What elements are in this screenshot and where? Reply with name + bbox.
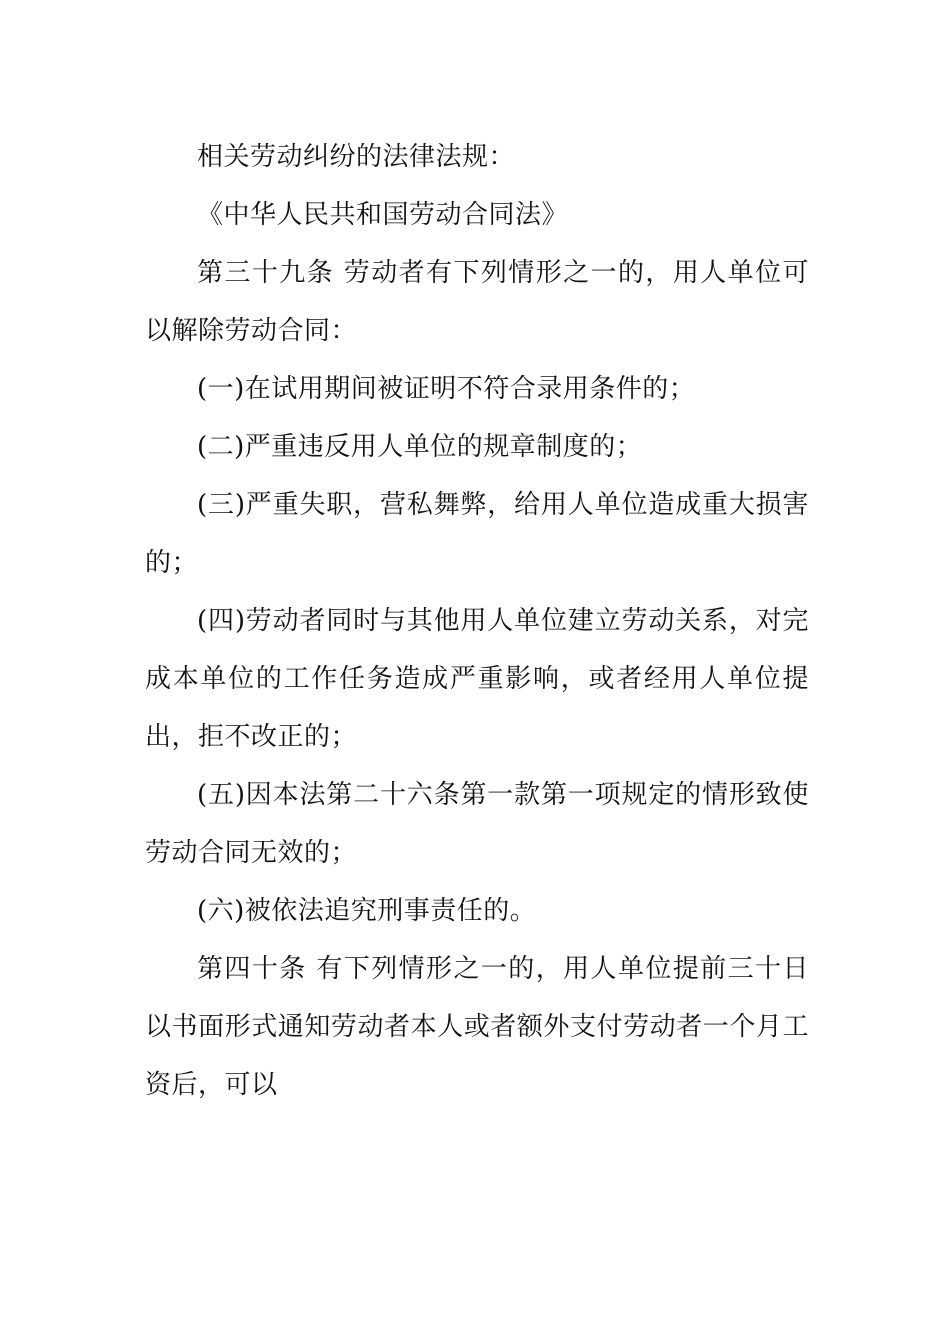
heading-related-laws: 相关劳动纠纷的法律法规： — [197, 142, 516, 172]
article-39-item-5: (五)因本法第二十六条第一款第一项规定的情形致使劳动合同无效的； — [145, 780, 809, 868]
article-40: 第四十条 有下列情形之一的，用人单位提前三十日以书面形式通知劳动者本人或者额外支付劳动者一个月工资后，可以 — [145, 954, 809, 1100]
article-39-item-4: (四)劳动者同时与其他用人单位建立劳动关系，对完成本单位的工作任务造成严重影响，或者经用人单位提出，拒不改正的； — [145, 606, 809, 752]
document-body — [145, 128, 809, 1114]
article-39-item-3: (三)严重失职，营私舞弊，给用人单位造成重大损害的； — [145, 490, 809, 578]
article-39-item-1: (一)在试用期间被证明不符合录用条件的； — [197, 374, 696, 404]
article-39-item-6: (六)被依法追究刑事责任的。 — [197, 896, 537, 926]
article-39-item-2: (二)严重违反用人单位的规章制度的； — [197, 432, 643, 462]
article-39: 第三十九条 劳动者有下列情形之一的，用人单位可以解除劳动合同： — [145, 258, 809, 346]
law-title: 《中华人民共和国劳动合同法》 — [197, 200, 569, 230]
